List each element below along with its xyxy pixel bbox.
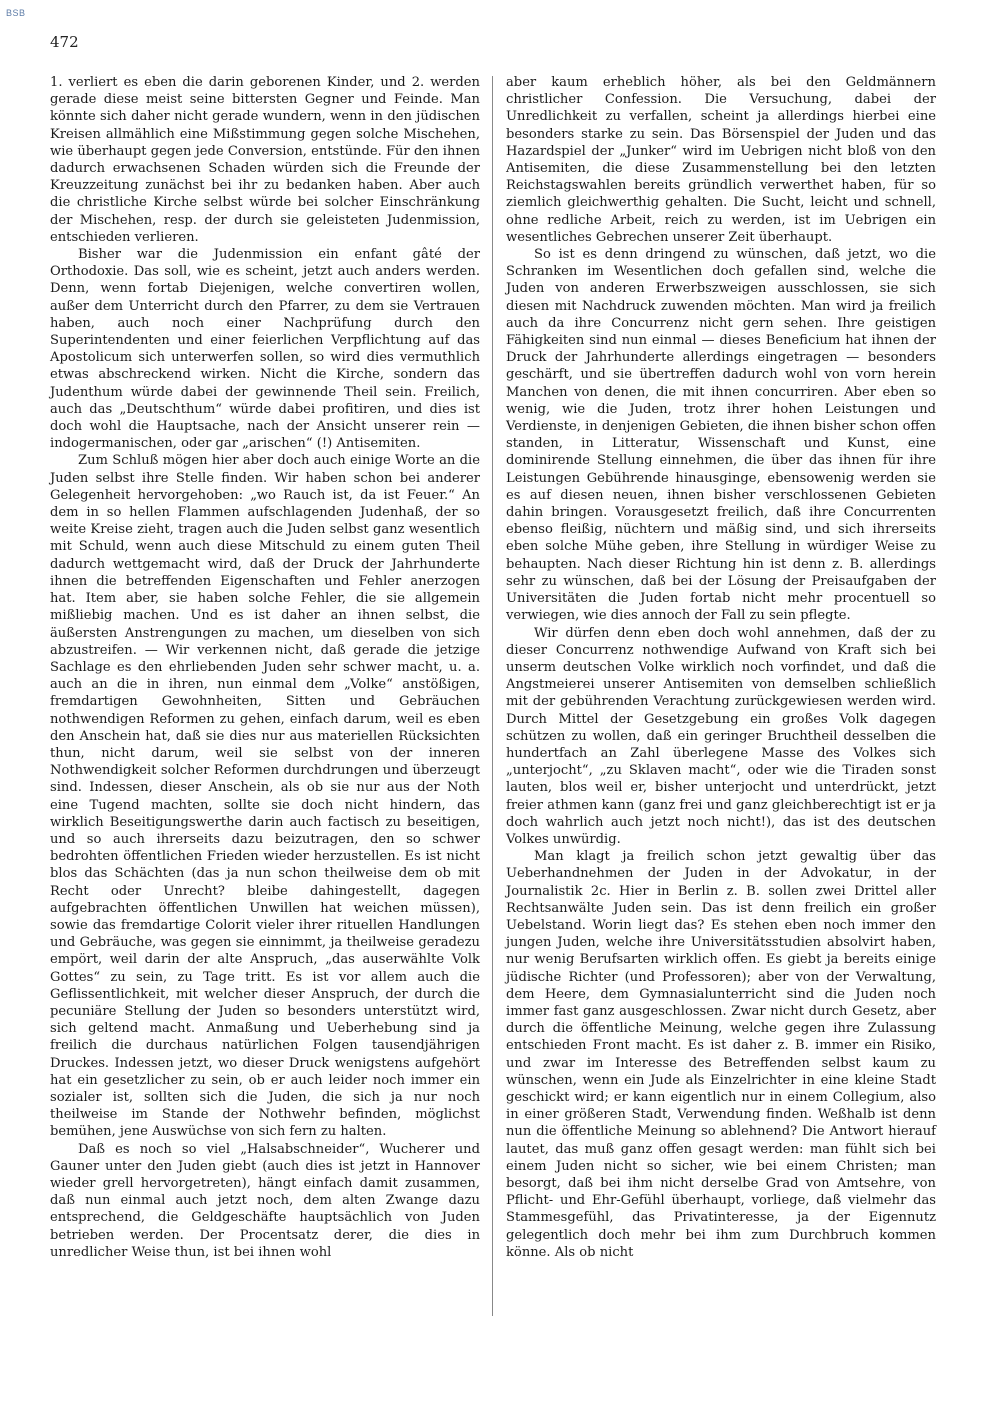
right-column — [506, 74, 936, 1261]
paragraph: aber kaum erheblich höher, als bei den Geldmännern christlicher Confession. Die Versuchung, dabei der Unredlichkeit zu verfallen, scheint ja allerdings hierbei eine besonders starke zu sein. Das Börsenspiel der Juden und das Hazardspiel der „Junker“ wird im Uebrigen nicht bloß von den Antisemiten, die diese Zusammenstellung bei den letzten Reichstagswahlen bereits gründlich verwerthet haben, für so ziemlich gleichwerthig gehalten. Die Sucht, leicht und schnell, ohne redliche Arbeit, reich zu werden, ist im Uebrigen ein wesentliches Gebrechen unserer Zeit überhaupt. — [506, 75, 936, 245]
paragraph: Daß es noch so viel „Halsabschneider“, Wucherer und Gauner unter den Juden giebt (auch dies ist jetzt in Hannover wieder grell hervorgetreten), hängt einfach damit zusammen, daß nun einmal auch jetzt noch, dem alten Zwange dazu entsprechend, die Geldgeschäfte hauptsächlich von Juden betrieben werden. Der Procentsatz derer, die dies in unredlicher Weise thun, ist bei ihnen wohl — [50, 1141, 480, 1260]
paragraph: Bisher war die Judenmission ein enfant gâté der Orthodoxie. Das soll, wie es scheint, jetzt auch anders werden. Denn, wenn fortab Diejenigen, welche convertiren wollen, außer dem Unterricht durch den Pfarrer, zu dem sie Vertrauen haben, auch noch einer Nachprüfung durch den Superintendenten und einer feierlichen Verpflichtung auf das Apostolicum sich unterwerfen sollen, so wird dies vermuthlich etwas abschreckend wirken. Nicht die Kirche, sondern das Judenthum würde dabei der gewinnende Theil sein. Freilich, auch das „Deutschthum“ würde dabei profitiren, und dies ist doch wohl die Hauptsache, nach der Ansicht unserer rein — indogermanischen, oder gar „arischen“ (!) Antisemiten. — [50, 247, 480, 452]
paragraph: 1. verliert es eben die darin geborenen Kinder, und 2. werden gerade diese meist seine bittersten Gegner und Feinde. Man könnte sich daher nicht gerade wundern, wenn in den jüdischen Kreisen allmählich eine Mißstimmung gegen solche Mischehen, wie überhaupt gegen jede Conversion, entstünde. Für den ihnen dadurch erwachsenen Schaden würden sich die Freunde der Kreuzzeitung zunächst bei ihr zu bedanken haben. Aber auch die christliche Kirche selbst würde bei solcher Einschränkung der Mischehen, resp. der durch sie geleisteten Judenmission, entschieden verlieren. — [50, 75, 480, 245]
left-column — [50, 74, 480, 1261]
page-number: 472 — [50, 33, 79, 51]
paragraph: So ist es denn dringend zu wünschen, daß jetzt, wo die Schranken im Wesentlichen doch gefallen sind, welche die Juden von anderen Erwerbszweigen ausschlossen, sie sich diesen mit Nachdruck zuwenden möchten. Man wird ja freilich auch da ihre Concurrenz nicht gern sehen. Ihre geistigen Fähigkeiten sind nun einmal — dieses Beneficium hat ihnen der Druck der Jahrhunderte allerdings eingetragen — besonders geschärft, und sie übertreffen dadurch wohl von vorn herein Manchen von denen, die mit ihnen concurriren. Aber eben so wenig, wie die Juden, trotz ihrer hohen Leistungen und Verdienste, in denjenigen Gebieten, die ihnen bisher schon offen standen, in Litteratur, Wissenschaft und Kunst, eine dominirende Stellung einnehmen, die über das ihnen für ihre Leistungen Gebührende hinausginge, ebensowenig werden sie es auf diesen neuen, ihnen bisher verschlossenen Gebieten dahin bringen. Vorausgesetzt freilich, daß ihre Concurrenten ebenso fleißig, nüchtern und mäßig sind, und sich ihrerseits eben solche Mühe geben, ihre Stellung in würdiger Weise zu behaupten. Nach dieser Richtung hin ist denn z. B. allerdings sehr zu wünschen, daß bei der Lösung der Preisaufgaben der Universitäten die Juden fortab nicht mehr procentuell so verwiegen, wie dies annoch der Fall zu sein pflegte. — [506, 247, 936, 624]
paragraph: Zum Schluß mögen hier aber doch auch einige Worte an die Juden selbst ihre Stelle finden. Wir haben schon bei anderer Gelegenheit hervorgehoben: „wo Rauch ist, da ist Feuer.“ An dem in so hellen Flammen aufschlagenden Judenhaß, der so weite Kreise zieht, tragen auch die Juden selbst ganz wesentlich mit Schuld, wenn auch diese Mitschuld zu einem guten Theil dadurch wettgemacht wird, daß der Druck der Jahrhunderte ihnen die betreffenden Eigenschaften und Fehler anerzogen hat. Item aber, sie haben solche Fehler, die sie allgemein mißliebig machen. Und es ist daher an ihnen selbst, die äußersten Anstrengungen zu machen, um dieselben von sich abzustreifen. — Wir verkennen nicht, daß gerade die jetzige Sachlage es den ehrliebenden Juden sehr schwer macht, u. a. auch an die in ihren, nun einmal dem „Volke“ anstößigen, fremdartigen Gewohnheiten, Sitten und Gebräuchen nothwendigen Reformen zu gehen, einfach darum, weil es eben den Anschein hat, daß sie dies nur aus materiellen Rücksichten thun, nicht darum, weil sie selbst von der inneren Nothwendigkeit solcher Reformen durchdrungen und überzeugt sind. Indessen, dieser Anschein, als ob sie nur aus der Noth eine Tugend machten, sollte sie doch nicht hindern, das wirklich Beseitigungswerthe darin auch factisch zu beseitigen, und so auch ihrerseits dazu beizutragen, den so schwer bedrohten öffentlichen Frieden wieder herzustellen. Es ist nicht blos das Schächten (das ja nun schon theilweise dem ob mit Recht oder Unrecht? bleibe dahingestellt, dagegen aufgebrachten öffentlichen Unwillen hat weichen müssen), sowie das fremdartige Colorit vieler ihrer rituellen Handlungen und Gebräuche, was gegen sie einnimmt, ja theilweise geradezu empört, weil darin der alte Anspruch, „das auserwählte Volk Gottes“ zu sein, zu Tage tritt. Es ist vor allem auch die Geflissentlichkeit, mit welcher dieser Anspruch, der durch die pecuniäre Stellung der Juden so besonders unterstützt wird, sich geltend macht. Anmaßung und Ueberhebung sind ja freilich die durchaus natürlichen Folgen tausendjährigen Druckes. Indessen jetzt, wo dieser Druck wenigstens aufgehört hat ein gesetzlicher zu sein, ob er auch leider noch immer ein sozialer ist, sollten sich die Juden, die sich ja nur noch theilweise im Stande der Nothwehr befinden, möglichst bemühen, jene Auswüchse von sich fern zu halten. — [50, 453, 480, 1140]
paragraph: Man klagt ja freilich schon jetzt gewaltig über das Ueberhandnehmen der Juden in der Advokatur, in der Journalistik 2c. Hier in Berlin z. B. sollen zwei Drittel aller Rechtsanwälte Juden sein. Das ist denn freilich ein großer Uebelstand. Worin liegt das? Es stehen eben noch immer den jungen Juden, welche ihre Universitätsstudien absolvirt haben, nur wenig Berufsarten wirklich offen. Es giebt ja bereits einige jüdische Richter (und Professoren); aber von der Verwaltung, dem Heere, dem Gymnasialunterricht sind die Juden noch immer fast ganz ausgeschlossen. Zwar nicht durch Gesetz, aber durch die öffentliche Meinung, welche gegen ihre Zulassung entschieden Front macht. Es ist daher z. B. immer ein Risiko, und zwar im Interesse des Betreffenden selbst kaum zu wünschen, wenn ein Jude als Einzelrichter in eine kleine Stadt geschickt wird; er kann eigentlich nur in einem Collegium, also in einer größeren Stadt, Verwendung finden. Weßhalb ist denn nun die öffentliche Meinung so ablehnend? Die Antwort hierauf lautet, das muß ganz offen gesagt werden: man fühlt sich bei einem Juden nicht so sicher, wie bei einem Christen; man besorgt, daß bei ihm nicht derselbe Grad von Amtsehre, von Pflicht- und Ehr-Gefühl überhaupt, vorliege, daß vielmehr das Stammesgefühl, das Privatinteresse, ja der Eigennutz gelegentlich doch mehr bei ihm zum Durchbruch kommen könne. Als ob nicht — [506, 849, 936, 1260]
watermark: BSB — [6, 8, 26, 18]
column-divider — [492, 76, 493, 1316]
paragraph: Wir dürfen denn eben doch wohl annehmen, daß der zu dieser Concurrenz nothwendige Aufwand von Kraft sich bei unserm deutschen Volke wirklich noch vorfindet, und daß die Angstmeierei unserer Antisemiten von demselben schließlich mit der gebührenden Verachtung zurückgewiesen werden wird. Durch Mittel der Gesetzgebung ein großes Volk dagegen schützen zu wollen, daß ein geringer Bruchtheil desselben die hundertfach an Zahl überlegene Masse des Volkes sich „unterjocht“, „zu Sklaven macht“, oder wie die Tiraden sonst lauten, blos weil er, bisher unterjocht und unterdrückt, jetzt freier athmen kann (ganz frei und ganz gleichberechtigt ist er ja doch wahrlich auch jetzt noch nicht!), das ist des deutschen Volkes unwürdig. — [506, 625, 936, 847]
